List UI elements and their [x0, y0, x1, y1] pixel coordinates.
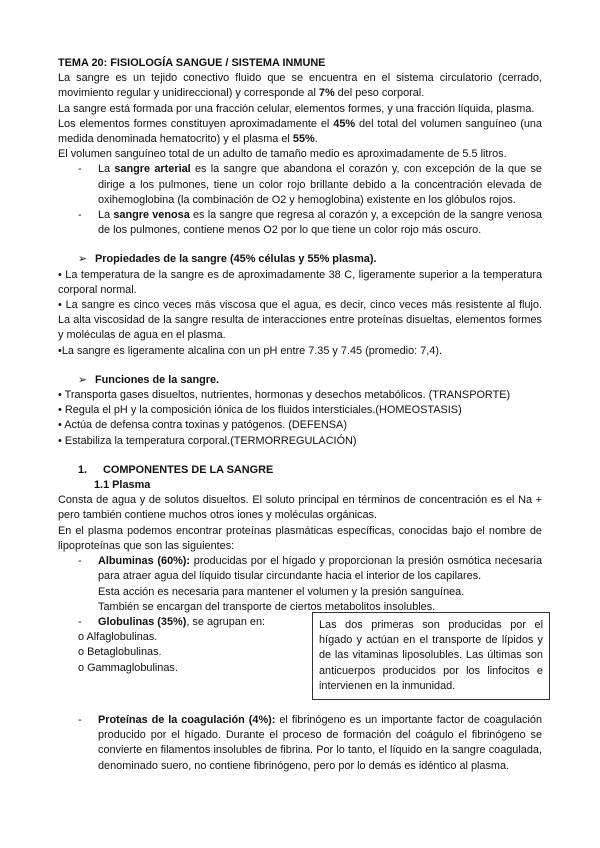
plasma-subheading: 1.1 Plasma [94, 479, 151, 492]
funciones-item: • Transporta gases disueltos, nutrientes, hormonas y desechos metabólicos. (TRANSPORTE) [58, 389, 511, 402]
venosa-item: - La sangre venosa es la sangre que regresa al corazón y, a excepción de la sangre venosa de los pulmones, contiene menos O2 por lo que tiene un color rojo más oscuro. [78, 208, 542, 238]
dash-bullet: - [78, 714, 82, 726]
globulina-item: o Gammaglobulinas. [78, 661, 178, 674]
intro-paragraph-2: La sangre está formada por una fracción celular, elementos formes, y una fracción líquida, plasma. [58, 102, 535, 115]
propiedades-item: •La sangre es ligeramente alcalina con un pH entre 7.35 y 7.45 (promedio: 7,4). [58, 344, 443, 357]
globulina-item: o Betaglobulinas. [78, 646, 162, 659]
globulinas-item: - Globulinas (35%), se agrupan en: [78, 615, 542, 630]
coagulacion-item: - Proteínas de la coagulación (4%): el fibrinógeno es un importante factor de coagulación producido por el hígado. Durante el proceso de formación del coágulo el fibrinógeno se convierte en filamentos insolubles de fibrina. Por lo tanto, el líquido en la sangre coagulada, denominado suero, no contiene fibrinógeno, pero por lo demás es idéntico al plasma. [78, 713, 542, 774]
dash-bullet: - [78, 555, 82, 568]
document-title: TEMA 20: FISIOLOGÍA SANGUE / SISTEMA INMUNE [58, 57, 326, 69]
funciones-item: • Actúa de defensa contra toxinas y patógenos. (DEFENSA) [58, 419, 347, 432]
intro-paragraph-1: La sangre es un tejido conectivo fluido que se encuentra en el sistema circulatorio (cerrado, movimiento regular y unidireccional) y corresponde al 7% del peso corporal. [58, 72, 542, 100]
coagulacion-section [58, 713, 542, 774]
funciones-item: • Regula el pH y la composición iónica de los fluidos intersticiales.(HOMEOSTASIS) [58, 404, 462, 417]
arrow-bullet-icon: ➢ [78, 373, 88, 386]
globulinas-note-box: Las dos primeras son producidas por el hígado y actúan en el transporte de lípidos y de las vitaminas liposolubles. Las últimas son anticuerpos producidos por los linfocitos e intervienen en la inmunidad. [312, 612, 550, 700]
plasma-paragraph-1: Consta de agua y de solutos disueltos. El soluto principal en términos de concentración es el Na + pero también contiene muchos otros iones y moléculas orgánicas. [58, 494, 542, 522]
globulina-item: o Alfaglobulinas. [78, 631, 158, 644]
propiedades-heading: ➢ Propiedades de la sangre (45% células y 55% plasma). [78, 252, 542, 267]
dash-bullet: - [78, 163, 82, 176]
document-page [58, 56, 542, 676]
intro-paragraph-3: Los elementos formes constituyen aproximadamente el 45% del total del volumen sanguíneo (una medida denominada hematocrito) y el plasma el 55%. [58, 117, 542, 146]
dash-bullet: - [78, 209, 82, 222]
funciones-item: • Estabiliza la temperatura corporal.(TERMORREGULACIÓN) [58, 434, 357, 447]
intro-paragraph-4: El volumen sanguíneo total de un adulto de tamaño medio es aproximadamente de 5.5 litros. [58, 148, 507, 161]
albuminas-line-3: También se encargan del transporte de ciertos metabolitos insolubles. [98, 600, 436, 613]
arterial-item: - La sangre arterial es la sangre que abandona el corazón y, con excepción de la que se dirige a los pulmones, tiene un color rojo brillante debido a la concentración elevada de oxihemoglobina (la combinación de O2 y hemoglobina) existente en los glóbulos rojos. [78, 162, 542, 208]
arrow-bullet-icon: ➢ [78, 253, 88, 266]
albuminas-line-2: Esta acción es necesaria para mantener el volumen y la presión sanguínea. [98, 585, 465, 598]
plasma-paragraph-2: En el plasma podemos encontrar proteínas plasmáticas específicas, conocidas bajo el nombre de lipoproteínas que son las siguientes: [58, 524, 542, 552]
propiedades-item: • La sangre es cinco veces más viscosa que el agua, es decir, cinco veces más resistente al flujo. La alta viscosidad de la sangre resulta de interacciones entre proteínas disueltas, elementos formes y moléculas de agua en el plasma. [58, 299, 542, 342]
dash-bullet: - [78, 615, 82, 628]
albuminas-item: - Albuminas (60%): producidas por el hígado y proporcionan la presión osmótica necesaria para atraer agua del líquido tisular circundante hacia el interior de los capilares. [78, 554, 542, 584]
funciones-heading: ➢ Funciones de la sangre. [78, 373, 542, 388]
propiedades-item: • La temperatura de la sangre es de aproximadamente 38 C, ligeramente superior a la temperatura corporal normal. [58, 268, 542, 296]
componentes-heading: 1. COMPONENTES DE LA SANGRE [78, 463, 274, 476]
